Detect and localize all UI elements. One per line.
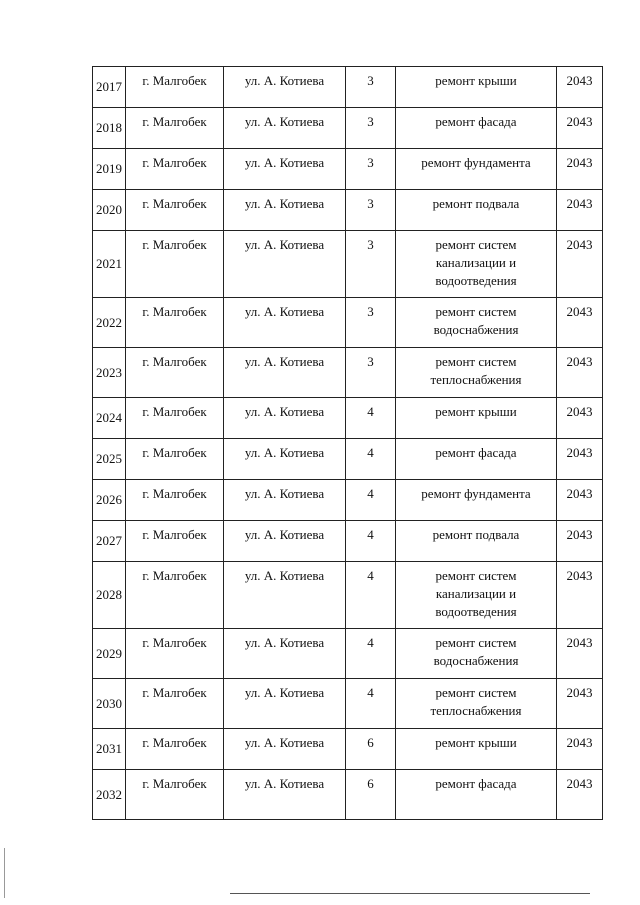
work-type-cell: ремонт систем водоснабжения [396, 298, 557, 348]
street-cell: ул. А. Котиева [224, 562, 346, 629]
row-number: 2031 [93, 729, 126, 770]
city-cell: г. Малгобек [126, 439, 224, 480]
table-row [93, 67, 603, 108]
table-row [93, 562, 603, 629]
work-type-cell: ремонт фундамента [396, 480, 557, 521]
year-cell: 2043 [557, 67, 603, 108]
year-cell: 2043 [557, 679, 603, 729]
year-cell: 2043 [557, 108, 603, 149]
row-number: 2028 [93, 562, 126, 629]
city-cell: г. Малгобек [126, 770, 224, 820]
work-type-cell: ремонт систем теплоснабжения [396, 348, 557, 398]
street-cell: ул. А. Котиева [224, 190, 346, 231]
house-cell: 4 [346, 398, 396, 439]
table-row [93, 770, 603, 820]
house-cell: 6 [346, 770, 396, 820]
house-cell: 3 [346, 190, 396, 231]
year-cell: 2043 [557, 521, 603, 562]
year-cell: 2043 [557, 562, 603, 629]
house-cell: 3 [346, 149, 396, 190]
house-cell: 3 [346, 108, 396, 149]
work-type-cell: ремонт фундамента [396, 149, 557, 190]
street-cell: ул. А. Котиева [224, 729, 346, 770]
house-cell: 3 [346, 231, 396, 298]
work-type-cell: ремонт систем водоснабжения [396, 629, 557, 679]
table-row [93, 521, 603, 562]
table-row [93, 190, 603, 231]
street-cell: ул. А. Котиева [224, 439, 346, 480]
street-cell: ул. А. Котиева [224, 770, 346, 820]
row-number: 2026 [93, 480, 126, 521]
city-cell: г. Малгобек [126, 729, 224, 770]
city-cell: г. Малгобек [126, 629, 224, 679]
work-type-cell: ремонт систем теплоснабжения [396, 679, 557, 729]
row-number: 2029 [93, 629, 126, 679]
house-cell: 4 [346, 679, 396, 729]
table-row [93, 729, 603, 770]
house-cell: 3 [346, 298, 396, 348]
row-number: 2022 [93, 298, 126, 348]
row-number: 2030 [93, 679, 126, 729]
house-cell: 3 [346, 67, 396, 108]
street-cell: ул. А. Котиева [224, 480, 346, 521]
city-cell: г. Малгобек [126, 67, 224, 108]
table-row [93, 149, 603, 190]
work-type-cell: ремонт систем канализации и водоотведения [396, 562, 557, 629]
street-cell: ул. А. Котиева [224, 108, 346, 149]
work-type-cell: ремонт крыши [396, 67, 557, 108]
repair-schedule-table [92, 66, 603, 820]
house-cell: 6 [346, 729, 396, 770]
street-cell: ул. А. Котиева [224, 521, 346, 562]
city-cell: г. Малгобек [126, 679, 224, 729]
row-number: 2020 [93, 190, 126, 231]
house-cell: 4 [346, 629, 396, 679]
year-cell: 2043 [557, 190, 603, 231]
street-cell: ул. А. Котиева [224, 629, 346, 679]
city-cell: г. Малгобек [126, 348, 224, 398]
table-row [93, 679, 603, 729]
street-cell: ул. А. Котиева [224, 348, 346, 398]
table-row [93, 108, 603, 149]
city-cell: г. Малгобек [126, 562, 224, 629]
street-cell: ул. А. Котиева [224, 67, 346, 108]
row-number: 2024 [93, 398, 126, 439]
scan-artifact [230, 893, 590, 894]
city-cell: г. Малгобек [126, 398, 224, 439]
work-type-cell: ремонт систем канализации и водоотведения [396, 231, 557, 298]
row-number: 2019 [93, 149, 126, 190]
year-cell: 2043 [557, 348, 603, 398]
year-cell: 2043 [557, 629, 603, 679]
work-type-cell: ремонт подвала [396, 190, 557, 231]
city-cell: г. Малгобек [126, 231, 224, 298]
work-type-cell: ремонт фасада [396, 108, 557, 149]
city-cell: г. Малгобек [126, 521, 224, 562]
house-cell: 3 [346, 348, 396, 398]
work-type-cell: ремонт крыши [396, 398, 557, 439]
row-number: 2017 [93, 67, 126, 108]
work-type-cell: ремонт крыши [396, 729, 557, 770]
city-cell: г. Малгобек [126, 149, 224, 190]
year-cell: 2043 [557, 480, 603, 521]
work-type-cell: ремонт подвала [396, 521, 557, 562]
work-type-cell: ремонт фасада [396, 770, 557, 820]
street-cell: ул. А. Котиева [224, 231, 346, 298]
city-cell: г. Малгобек [126, 108, 224, 149]
house-cell: 4 [346, 439, 396, 480]
work-type-cell: ремонт фасада [396, 439, 557, 480]
year-cell: 2043 [557, 298, 603, 348]
year-cell: 2043 [557, 770, 603, 820]
table-row [93, 348, 603, 398]
year-cell: 2043 [557, 729, 603, 770]
row-number: 2023 [93, 348, 126, 398]
year-cell: 2043 [557, 231, 603, 298]
table-row [93, 231, 603, 298]
street-cell: ул. А. Котиева [224, 679, 346, 729]
city-cell: г. Малгобек [126, 480, 224, 521]
year-cell: 2043 [557, 439, 603, 480]
row-number: 2025 [93, 439, 126, 480]
scan-artifact [4, 848, 5, 898]
city-cell: г. Малгобек [126, 298, 224, 348]
table-row [93, 480, 603, 521]
row-number: 2018 [93, 108, 126, 149]
year-cell: 2043 [557, 398, 603, 439]
table-row [93, 398, 603, 439]
street-cell: ул. А. Котиева [224, 398, 346, 439]
table-row [93, 298, 603, 348]
street-cell: ул. А. Котиева [224, 149, 346, 190]
table-row [93, 439, 603, 480]
row-number: 2032 [93, 770, 126, 820]
house-cell: 4 [346, 480, 396, 521]
house-cell: 4 [346, 521, 396, 562]
house-cell: 4 [346, 562, 396, 629]
table-row [93, 629, 603, 679]
city-cell: г. Малгобек [126, 190, 224, 231]
street-cell: ул. А. Котиева [224, 298, 346, 348]
year-cell: 2043 [557, 149, 603, 190]
row-number: 2021 [93, 231, 126, 298]
row-number: 2027 [93, 521, 126, 562]
